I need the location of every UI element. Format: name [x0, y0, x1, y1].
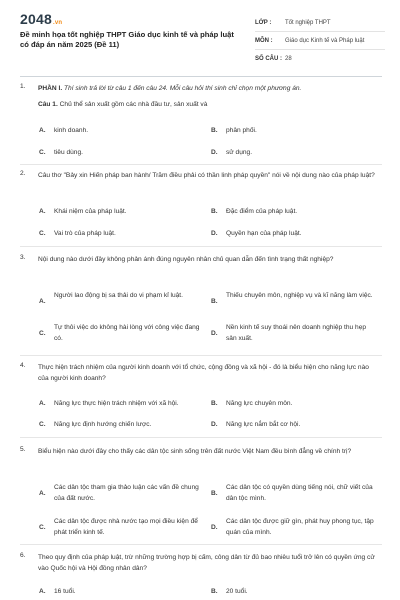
- question-text: Câu thơ "Bảy xin Hiến pháp ban hành/ Trăm điều phải có thần linh pháp quyền" nói về nội dung nào của pháp luật?: [38, 172, 375, 179]
- document-header: [0, 0, 400, 72]
- logo-suffix: .vn: [52, 20, 63, 26]
- option-text: Đặc điểm của pháp luật.: [226, 208, 298, 215]
- exam-meta-table: [255, 14, 385, 67]
- option-text: Các dân tộc được giữ gìn, phát huy phong tục, tập quán của mình.: [226, 518, 374, 536]
- option-letter: A.: [39, 127, 46, 134]
- option-text: Khái niệm của pháp luật.: [54, 208, 127, 215]
- option-letter: D.: [211, 330, 218, 337]
- option-letter: D.: [211, 524, 218, 531]
- option-letter: C.: [39, 421, 46, 428]
- question-5: [20, 446, 382, 544]
- option-letter: B.: [211, 298, 218, 305]
- question-text: Chủ thể sản xuất gồm các nhà đầu tư, sản xuất và: [59, 101, 208, 108]
- option-letter: C.: [39, 330, 46, 337]
- meta-key: MÔN :: [255, 37, 273, 44]
- question-label: Câu 1.: [38, 101, 58, 108]
- question-6: [20, 552, 382, 600]
- question-text: Nội dung nào dưới đây không phản ánh đúng nguyên nhân chủ quan dẫn đến tình trạng thất nghiệp?: [38, 256, 334, 263]
- option-text: Năng lực chuyên môn.: [226, 400, 293, 407]
- meta-row-subject: [255, 32, 385, 50]
- question-text: Biểu hiện nào dưới đây cho thấy các dân tộc sinh sống trên đất nước Việt Nam đều bình đẳng về chính trị?: [38, 448, 352, 455]
- part-heading: [38, 83, 378, 94]
- option-text: Các dân tộc có quyền dùng tiếng nói, chữ viết của dân tộc mình.: [226, 484, 373, 502]
- option-letter: B.: [211, 127, 218, 134]
- option-text: Quyền hạn của pháp luật.: [226, 230, 302, 237]
- option-text: phân phối.: [226, 127, 257, 134]
- logo-text: 2048: [20, 11, 52, 27]
- question-text: Theo quy định của pháp luật, trừ những trường hợp bị cấm, công dân từ đủ bao nhiêu tuổi trở lên có quyền ứng cử vào Quốc hội và Hội đồng nhân dân?: [38, 554, 375, 572]
- question-number: 1.: [20, 83, 26, 90]
- meta-row-class: [255, 14, 385, 32]
- option-text: Các dân tộc được nhà nước tạo mọi điều kiện để phát triển kinh tế.: [54, 518, 198, 536]
- question-1: [20, 83, 382, 163]
- document-title: Đề minh họa tốt nghiệp THPT Giáo dục kinh tế và pháp luật có đáp án năm 2025 (Đề 11): [20, 30, 234, 49]
- question-divider: [20, 544, 382, 545]
- question-divider: [20, 164, 382, 165]
- meta-row-question-count: [255, 50, 385, 67]
- option-letter: D.: [211, 149, 218, 156]
- option-letter: B.: [211, 208, 218, 215]
- meta-key: LỚP :: [255, 19, 272, 26]
- question-number: 4.: [20, 362, 26, 369]
- site-logo[interactable]: [20, 11, 62, 27]
- option-text: Người lao động bị sa thải do vi phạm kỉ luật.: [54, 292, 183, 299]
- option-letter: B.: [211, 400, 218, 407]
- option-letter: D.: [211, 230, 218, 237]
- option-text: Năng lực định hướng chiến lược.: [54, 421, 152, 428]
- option-text: Các dân tộc tham gia thảo luận các vấn đề chung của đất nước.: [54, 484, 199, 502]
- meta-value: Giáo dục Kinh tế và Pháp luật: [285, 37, 365, 44]
- question-4: [20, 362, 382, 436]
- option-letter: C.: [39, 149, 46, 156]
- option-text: Nền kinh tế suy thoái nên doanh nghiệp thu hẹp sản xuất.: [226, 324, 367, 342]
- option-letter: B.: [211, 588, 218, 595]
- option-letter: A.: [39, 490, 46, 497]
- option-letter: A.: [39, 298, 46, 305]
- option-letter: A.: [39, 588, 46, 595]
- header-divider: [20, 76, 382, 77]
- option-letter: B.: [211, 490, 218, 497]
- question-text: Thực hiện trách nhiệm của người kinh doanh với tổ chức, cộng đồng và xã hội - đó là biểu hiện cho năng lực nào của người kinh doanh?: [38, 364, 369, 382]
- question-2: [20, 170, 382, 244]
- part-instruction: Thí sinh trả lời từ câu 1 đến câu 24. Mỗi câu hỏi thí sinh chỉ chọn một phương án.: [64, 85, 302, 92]
- option-text: Tự thôi việc do không hài lòng với công việc đang có.: [54, 324, 200, 342]
- option-letter: A.: [39, 400, 46, 407]
- option-letter: D.: [211, 421, 218, 428]
- part-label: PHẦN I.: [38, 85, 63, 92]
- question-3: [20, 254, 382, 348]
- option-text: tiêu dùng.: [54, 149, 83, 156]
- option-text: Thiếu chuyên môn, nghiệp vụ và kĩ năng làm việc.: [226, 292, 373, 299]
- question-number: 2.: [20, 170, 26, 177]
- option-text: 20 tuổi.: [226, 588, 248, 595]
- question-divider: [20, 437, 382, 438]
- option-letter: A.: [39, 208, 46, 215]
- meta-value: 28: [285, 55, 292, 62]
- question-number: 3.: [20, 254, 26, 261]
- option-text: Năng lực thực hiện trách nhiệm với xã hội.: [54, 400, 179, 407]
- meta-key: SỐ CÂU :: [255, 55, 282, 62]
- option-text: 16 tuổi.: [54, 588, 76, 595]
- question-divider: [20, 246, 382, 247]
- question-stem: [38, 101, 207, 108]
- question-number: 6.: [20, 552, 26, 559]
- meta-value: Tốt nghiệp THPT: [285, 19, 331, 26]
- question-number: 5.: [20, 446, 26, 453]
- question-divider: [20, 355, 382, 356]
- option-text: sử dụng.: [226, 149, 253, 156]
- option-text: Năng lực nắm bắt cơ hội.: [226, 421, 301, 428]
- option-letter: C.: [39, 524, 46, 531]
- option-text: kinh doanh.: [54, 127, 89, 134]
- option-text: Vai trò của pháp luật.: [54, 230, 116, 237]
- option-letter: C.: [39, 230, 46, 237]
